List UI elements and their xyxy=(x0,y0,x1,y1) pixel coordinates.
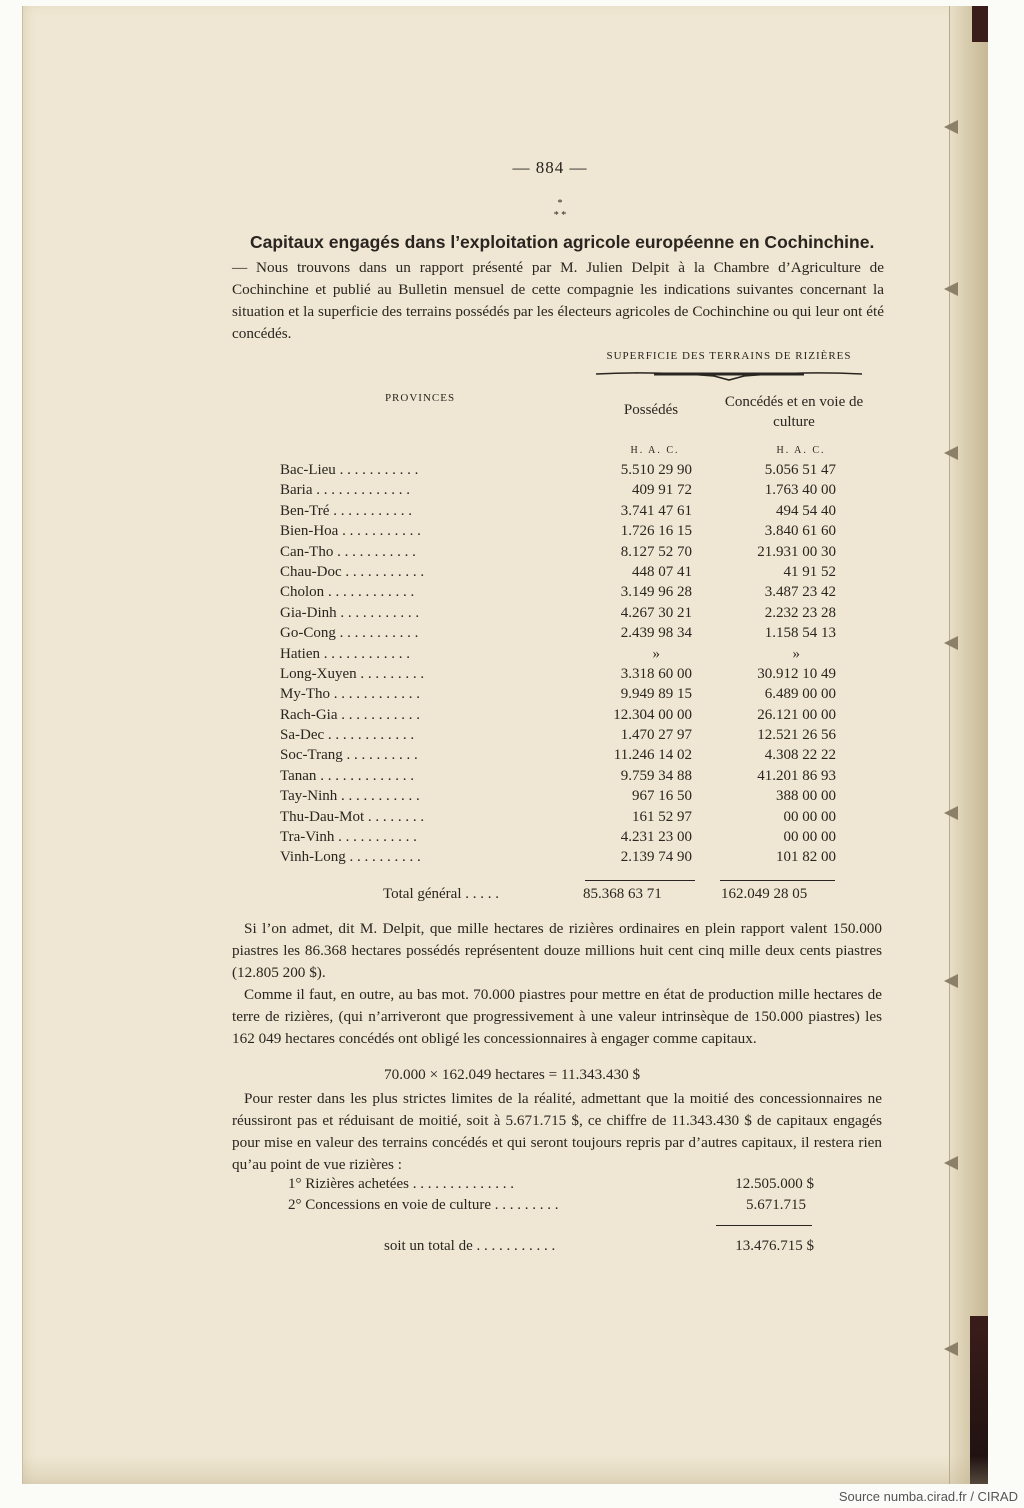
concedes-cell: 5.056 51 47 xyxy=(764,462,836,478)
possedes-cell: 11.246 14 02 xyxy=(613,747,692,764)
formula-line: 70.000 × 162.049 hectares = 11.343.430 $ xyxy=(384,1066,641,1083)
table-row xyxy=(280,745,860,765)
concedes-cell: » xyxy=(792,645,800,662)
province-name: Go-Cong xyxy=(280,625,336,642)
leader-dots: . . . . . . . . . . . xyxy=(341,563,425,580)
concedes-cell: 21.931 00 30 xyxy=(757,543,836,560)
section-ornament xyxy=(530,198,590,228)
summary-line-1-text: 1° Rizières achetées xyxy=(288,1176,409,1192)
table-row xyxy=(280,786,860,806)
binding-tab xyxy=(944,446,958,460)
leader-dots: . . . . . . . . . . . xyxy=(336,604,420,621)
units-concedes: H. A. C. xyxy=(776,445,826,456)
possedes-cell: 5.510 29 90 xyxy=(620,462,692,478)
possedes-cell: 3.149 96 28 xyxy=(620,584,692,601)
binding-tab xyxy=(944,1156,958,1170)
table-row xyxy=(280,725,860,745)
concedes-cell: 00 00 00 xyxy=(783,808,836,825)
summary-total-text: soit un total de xyxy=(384,1238,473,1254)
possedes-cell: 3.741 47 61 xyxy=(620,502,692,519)
table-row xyxy=(280,644,860,664)
province-name: Can-Tho xyxy=(280,543,334,560)
leader-dots: . . . . . . . . . . . . xyxy=(324,584,415,601)
concedes-cell: 1.763 40 00 xyxy=(764,482,836,499)
leader-dots: . . . . . . . . . . . xyxy=(335,462,419,478)
article-heading: Capitaux engagés dans l’exploitation agricole européenne en Cochinchine. xyxy=(250,232,875,252)
summary-line-1 xyxy=(288,1176,818,1198)
concedes-cell: 41.201 86 93 xyxy=(757,767,836,784)
concedes-cell: 6.489 00 00 xyxy=(764,686,836,703)
table-row xyxy=(280,623,860,643)
concedes-cell: 41 91 52 xyxy=(783,563,836,580)
ornament-text: * * * xyxy=(553,198,567,221)
column-header-provinces: PROVINCES xyxy=(384,392,456,404)
table-row xyxy=(280,501,860,521)
table-row xyxy=(280,827,860,847)
leader-dots: . . . . . . . . . . . xyxy=(337,706,420,723)
concedes-cell: 00 00 00 xyxy=(783,829,836,846)
total-row xyxy=(383,886,863,908)
column-header-possedes: Possédés xyxy=(623,402,679,418)
summary-total-label: soit un total de . . . . . . . . . . . xyxy=(384,1238,556,1254)
possedes-cell: 409 91 72 xyxy=(632,482,692,499)
province-cell xyxy=(280,603,419,623)
possedes-cell: » xyxy=(652,645,660,662)
total-rule-possedes xyxy=(585,880,695,881)
province-cell xyxy=(280,786,420,806)
total-label: Total général . . . . . xyxy=(383,886,499,902)
concedes-cell: 3.487 23 42 xyxy=(764,584,836,601)
summary-line-2-text: 2° Concessions en voie de culture xyxy=(288,1197,492,1213)
binding-cover-top xyxy=(972,6,988,42)
province-name: Hatien xyxy=(280,645,320,662)
total-rule-concedes xyxy=(720,880,835,881)
summary-line-1-label: 1° Rizières achetées . . . . . . . . . . . . . . xyxy=(288,1176,514,1192)
summary-line-2-value: 5.671.715 xyxy=(746,1197,806,1213)
possedes-cell: 1.726 16 15 xyxy=(620,523,692,540)
concedes-cell: 26.121 00 00 xyxy=(757,706,836,723)
leader-dots: . . . . . . . . . . . xyxy=(338,523,421,540)
leader-dots: . . . . . . . . . xyxy=(356,665,425,682)
binding-tab xyxy=(944,1342,958,1356)
possedes-cell: 3.318 60 00 xyxy=(620,665,692,682)
source-credit: Source numba.cirad.fr / CIRAD xyxy=(838,1489,1018,1504)
province-name: Thu-Dau-Mot xyxy=(280,808,365,825)
province-name: Chau-Doc xyxy=(280,563,342,580)
possedes-cell: 2.139 74 90 xyxy=(620,849,692,866)
province-cell xyxy=(280,847,421,867)
total-possedes: 85.368 63 71 xyxy=(583,886,662,902)
leader-dots: . . . . . . . . . . . . . xyxy=(316,767,414,784)
province-cell xyxy=(280,705,420,725)
province-name: Bien-Hoa xyxy=(280,523,339,540)
province-name: My-Tho xyxy=(280,686,330,703)
concedes-cell: 3.840 61 60 xyxy=(764,523,836,540)
possedes-cell: 8.127 52 70 xyxy=(620,543,692,560)
book-binding xyxy=(949,6,988,1484)
province-name: Bac-Lieu xyxy=(280,462,336,478)
total-label-text: Total général xyxy=(383,886,462,902)
table-row xyxy=(280,460,860,480)
possedes-cell: 9.949 89 15 xyxy=(620,686,692,703)
brace-ornament xyxy=(594,368,864,382)
province-name: Long-Xuyen xyxy=(280,665,357,682)
leader-dots: . . . . . . . . . . . xyxy=(329,502,412,519)
concedes-cell: 2.232 23 28 xyxy=(764,604,836,621)
concedes-cell: 494 54 40 xyxy=(776,502,836,519)
possedes-cell: 4.231 23 00 xyxy=(620,829,692,846)
possedes-cell: 967 16 50 xyxy=(632,788,692,805)
province-cell xyxy=(280,480,410,500)
table-row xyxy=(280,603,860,623)
province-cell xyxy=(280,623,418,643)
leader-dots: . . . . . . . . . . . . xyxy=(330,686,420,703)
table-row xyxy=(280,847,860,867)
table-row xyxy=(280,480,860,500)
summary-total-value: 13.476.715 $ xyxy=(735,1238,814,1254)
possedes-cell: 2.439 98 34 xyxy=(620,625,692,642)
concedes-cell: 30.912 10 49 xyxy=(757,665,836,682)
leader-dots: . . . . . . . . . . . xyxy=(334,829,417,846)
intro-paragraph: — Nous trouvons dans un rapport présenté par M. Julien Delpit à la Chambre d’Agriculture de Cochinchine et publié au Bulletin mensuel de cette compagnie les indications suivantes concernant la situation et la superficie des terrains possédés par les électeurs agricoles de Cochinchine ou qui leur ont été concédés. xyxy=(232,259,884,342)
leader-dots: . . . . . . . . . . . xyxy=(335,625,419,642)
province-name: Tanan xyxy=(280,767,317,784)
table-row xyxy=(280,582,860,602)
concedes-cell: 388 00 00 xyxy=(776,788,836,805)
paragraph-2: Comme il faut, en outre, au bas mot. 70.000 piastres pour mettre en état de production mille hectares de terre de rizières, (qui n’arriveront que progressivement à une valeur intrinsèque de 150.000 piastres) les 162 049 hectares concédés ont obligé les concessionnaires à engager comme capitaux. xyxy=(232,986,882,1047)
table-row xyxy=(280,664,860,684)
summary-line-1-value: 12.505.000 $ xyxy=(735,1176,814,1192)
province-cell xyxy=(280,582,414,602)
paragraph-3: Pour rester dans les plus strictes limites de la réalité, admettant que la moitié des concessionnaires ne réussiront pas et réduisant de moitié, soit à 5.671.715 $, ce chiffre de 11.343.430 $ de capitaux engagés pour mise en valeur des terrains concédés et qui seront toujours repris par d’autres capitaux, il restera rien qu’au point de vue rizières : xyxy=(232,1090,882,1173)
summary-rule xyxy=(716,1225,812,1226)
province-name: Tra-Vinh xyxy=(280,829,335,846)
possedes-cell: 4.267 30 21 xyxy=(620,604,692,621)
province-cell xyxy=(280,807,424,827)
paragraph-1: Si l’on admet, dit M. Delpit, que mille hectares de rizières ordinaires en plein rapport valent 150.000 piastres les 86.368 hectares possédés représentent douze millions huit cent cinq mille deux cents piastres (12.805 200 $). xyxy=(232,920,882,981)
concedes-cell: 1.158 54 13 xyxy=(764,625,836,642)
table-row xyxy=(280,766,860,786)
province-cell xyxy=(280,745,418,765)
table-row xyxy=(280,562,860,582)
total-concedes: 162.049 28 05 xyxy=(721,886,808,902)
province-cell xyxy=(280,725,414,745)
province-cell xyxy=(280,460,418,480)
possedes-cell: 161 52 97 xyxy=(632,808,692,825)
possedes-cell: 12.304 00 00 xyxy=(613,706,692,723)
units-possedes: H. A. C. xyxy=(630,445,680,456)
leader-dots: . . . . . . . . xyxy=(364,808,425,825)
summary-line-2-label: 2° Concessions en voie de culture . . . . . . . . . xyxy=(288,1197,559,1213)
page-number: — 884 — xyxy=(512,158,588,177)
possedes-cell: 9.759 34 88 xyxy=(620,767,692,784)
province-name: Tay-Ninh xyxy=(280,788,338,805)
possedes-cell: 448 07 41 xyxy=(632,563,692,580)
province-cell xyxy=(280,664,424,684)
province-cell xyxy=(280,501,412,521)
province-name: Sa-Dec xyxy=(280,727,325,744)
province-table xyxy=(280,460,860,868)
leader-dots: . . . . . . . . . . . . . xyxy=(312,482,410,499)
province-cell xyxy=(280,684,420,704)
leader-dots: . . . . . . . . . . . . xyxy=(324,727,415,744)
binding-tab xyxy=(944,282,958,296)
table-row xyxy=(280,542,860,562)
province-name: Vinh-Long xyxy=(280,849,346,866)
province-name: Rach-Gia xyxy=(280,706,338,723)
binding-tab xyxy=(944,974,958,988)
province-name: Soc-Trang xyxy=(280,747,343,764)
province-cell xyxy=(280,766,414,786)
summary-line-2 xyxy=(288,1197,818,1219)
table-group-header: SUPERFICIE DES TERRAINS DE RIZIÈRES xyxy=(606,350,852,362)
province-name: Gia-Dinh xyxy=(280,604,337,621)
leader-dots: . . . . . . . . . . . xyxy=(337,788,420,805)
province-cell xyxy=(280,562,424,582)
column-header-concedes: Concédés et en voie de culture xyxy=(724,394,864,430)
leader-dots: . . . . . . . . . . xyxy=(345,849,421,866)
province-name: Ben-Tré xyxy=(280,502,330,519)
province-name: Cholon xyxy=(280,584,325,601)
province-cell xyxy=(280,827,417,847)
table-row xyxy=(280,807,860,827)
table-row xyxy=(280,705,860,725)
province-cell xyxy=(280,542,416,562)
leader-dots: . . . . . . . . . . . xyxy=(333,543,416,560)
province-cell xyxy=(280,644,410,664)
binding-tab xyxy=(944,120,958,134)
province-cell xyxy=(280,521,421,541)
leader-dots: . . . . . . . . . . . . xyxy=(319,645,410,662)
province-name: Baria xyxy=(280,482,313,499)
binding-tab xyxy=(944,636,958,650)
binding-tab xyxy=(944,806,958,820)
concedes-cell: 101 82 00 xyxy=(776,849,836,866)
possedes-cell: 1.470 27 97 xyxy=(620,727,692,744)
leader-dots: . . . . . . . . . . xyxy=(342,747,418,764)
table-row xyxy=(280,521,860,541)
concedes-cell: 4.308 22 22 xyxy=(764,747,836,764)
table-row xyxy=(280,684,860,704)
binding-cover-bottom xyxy=(970,1316,988,1484)
summary-total xyxy=(384,1238,818,1260)
concedes-cell: 12.521 26 56 xyxy=(757,727,836,744)
